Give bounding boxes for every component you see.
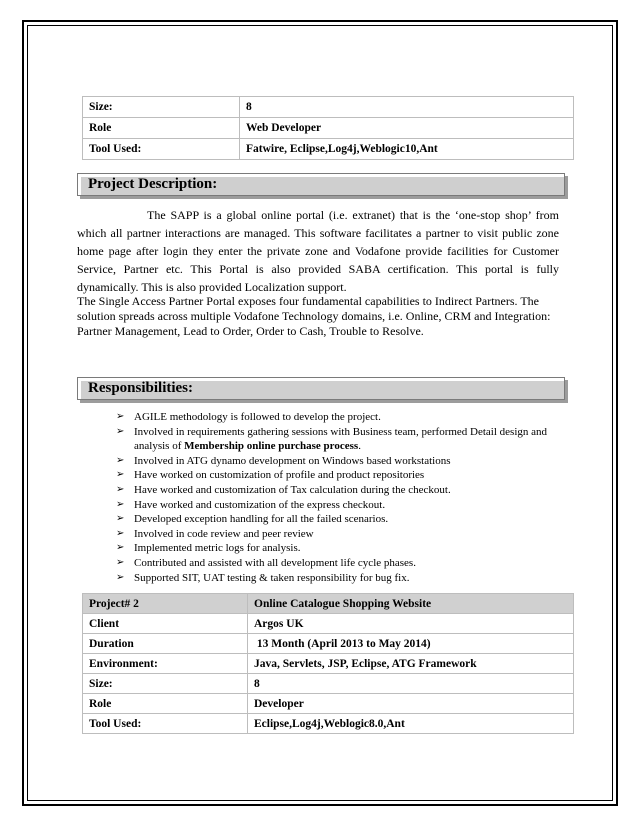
arrow-bullet-icon: ➢	[116, 498, 125, 510]
arrow-bullet-icon: ➢	[116, 513, 125, 525]
table-header-row	[83, 594, 574, 614]
list-item: ➢ Developed exception handling for all the failed scenarios.	[116, 513, 389, 526]
table-row	[83, 97, 574, 118]
list-item: ➢ Involved in code review and peer review	[116, 527, 314, 540]
row-value: 8	[248, 674, 574, 694]
table-row	[83, 614, 574, 634]
project1-details-table	[82, 96, 574, 160]
list-item: ➢ Have worked and customization of the express checkout.	[116, 498, 386, 511]
table-row	[83, 694, 574, 714]
row-value: Web Developer	[240, 118, 574, 139]
list-item: ➢ Supported SIT, UAT testing & taken responsibility for bug fix.	[116, 571, 410, 584]
row-label: Client	[83, 614, 248, 634]
arrow-bullet-icon: ➢	[116, 527, 125, 539]
section-heading: Responsibilities:	[88, 380, 194, 396]
list-item: ➢ Implemented metric logs for analysis.	[116, 542, 301, 555]
row-value: Online Catalogue Shopping Website	[248, 594, 574, 614]
row-label: Duration	[83, 634, 248, 654]
table-row	[83, 674, 574, 694]
capabilities-paragraph	[77, 294, 567, 339]
table-row	[83, 634, 574, 654]
list-item: ➢ AGILE methodology is followed to develop the project.	[116, 411, 381, 423]
project-description-paragraph	[77, 206, 559, 296]
row-label: Tool Used:	[83, 139, 240, 160]
list-item: ➢ Have worked and customization of Tax calculation during the checkout.	[116, 483, 451, 496]
row-value: 8	[240, 97, 574, 118]
arrow-bullet-icon: ➢	[116, 425, 125, 437]
arrow-bullet-icon: ➢	[116, 411, 125, 422]
arrow-bullet-icon: ➢	[116, 469, 125, 481]
section-heading: Project Description:	[88, 176, 218, 192]
paragraph-text: The Single Access Partner Portal exposes four fundamental capabilities to Indirect Partners. The solution spreads across multiple Vodafone Technology domains, i.e. Online, CRM and Integration:	[77, 294, 551, 323]
list-item: ➢ Involved in ATG dynamo development on Windows based workstations	[116, 454, 451, 467]
list-item: ➢ Involved in requirements gathering sessions with Business team, performed Detail design and analysis of Membership online purchase process.	[116, 425, 548, 453]
row-value: Java, Servlets, JSP, Eclipse, ATG Framework	[248, 654, 574, 674]
row-label: Role	[83, 118, 240, 139]
responsibilities-list	[116, 410, 566, 585]
row-value: Fatwire, Eclipse,Log4j,Weblogic10,Ant	[240, 139, 574, 160]
row-label: Tool Used:	[83, 714, 248, 734]
arrow-bullet-icon: ➢	[116, 483, 125, 495]
row-value: Eclipse,Log4j,Weblogic8.0,Ant	[248, 714, 574, 734]
row-value: Argos UK	[248, 614, 574, 634]
project2-details-table	[82, 593, 574, 734]
table-row	[83, 118, 574, 139]
paragraph-text: Partner Management, Lead to Order, Order to Cash, Trouble to Resolve.	[77, 324, 424, 338]
row-value: Developer	[248, 694, 574, 714]
responsibilities-heading-bar	[77, 377, 565, 400]
arrow-bullet-icon: ➢	[116, 542, 125, 554]
bold-text: Membership online purchase process	[184, 440, 359, 453]
table-row	[83, 654, 574, 674]
arrow-bullet-icon: ➢	[116, 556, 125, 568]
row-value: 13 Month (April 2013 to May 2014)	[248, 634, 574, 654]
list-item: ➢ Have worked on customization of profile and product repositories	[116, 469, 425, 482]
table-row	[83, 714, 574, 734]
paragraph-text: The SAPP is a global online portal (i.e. extranet) that is the ‘one-stop shop’ from which all partner interactions are managed. This software facilitates a partner to visit public zone home page after login they enter the private zone and Vodafone provide facilities for Customer Service, Partner etc. This Portal is also provided SABA certification. This portal is fully dynamically. This is also provided Localization support.	[77, 208, 559, 294]
row-label: Role	[83, 694, 248, 714]
arrow-bullet-icon: ➢	[116, 571, 125, 583]
arrow-bullet-icon: ➢	[116, 454, 125, 466]
row-label: Size:	[83, 674, 248, 694]
list-item: ➢ Contributed and assisted with all development life cycle phases.	[116, 556, 416, 569]
table-row	[83, 139, 574, 160]
row-label: Project# 2	[83, 594, 248, 614]
project-description-heading-bar	[77, 173, 565, 196]
row-label: Environment:	[83, 654, 248, 674]
row-label: Size:	[83, 97, 240, 118]
